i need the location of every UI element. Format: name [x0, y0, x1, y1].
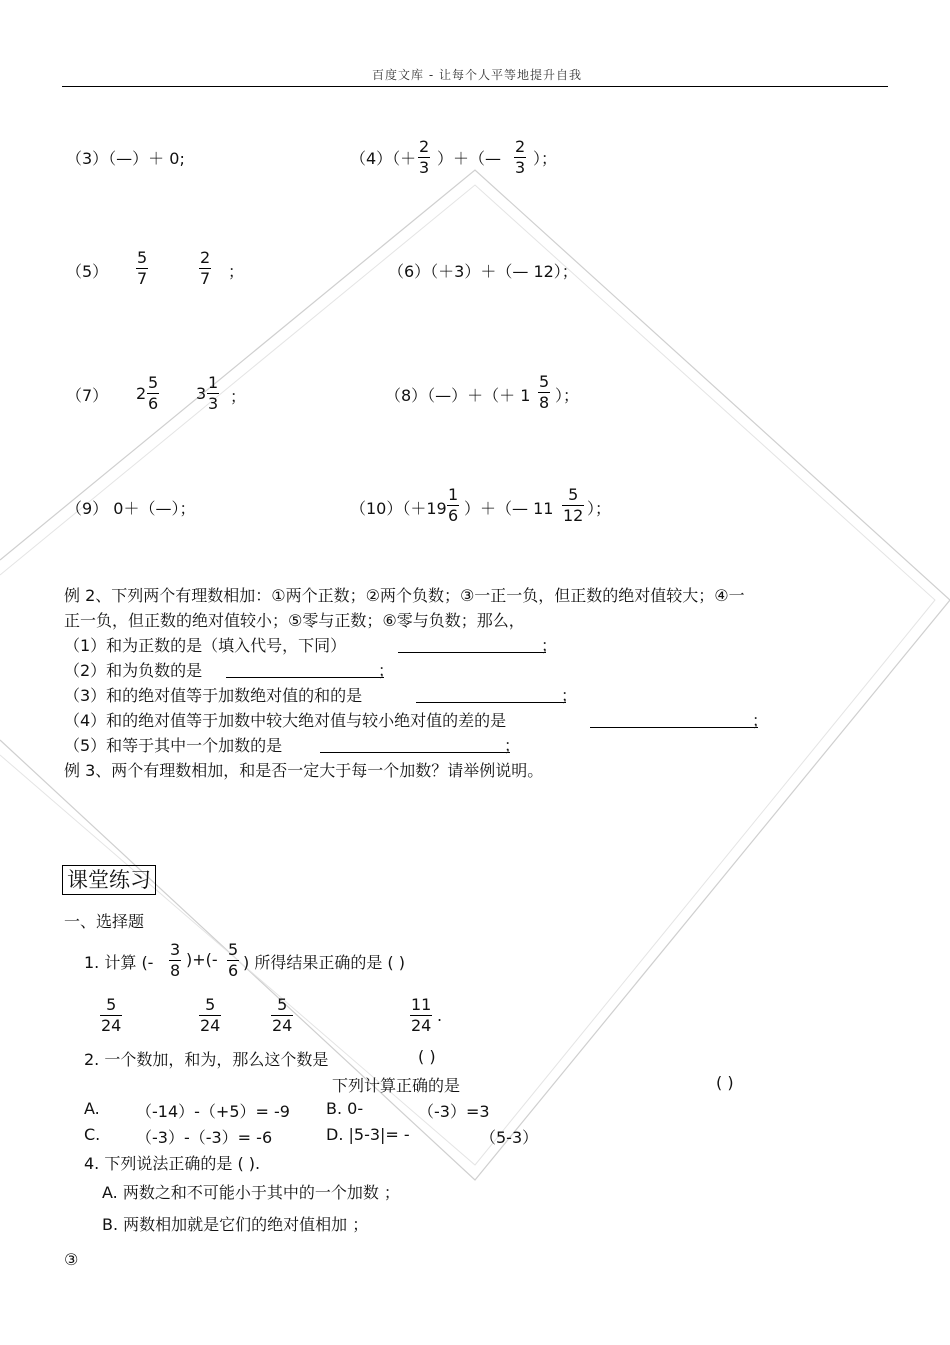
circled-three-mark: ③ — [64, 1250, 79, 1269]
practice-q2-paren: ( ) — [418, 1047, 436, 1066]
fraction-two-thirds: $\frac{2}{3}$ — [419, 137, 430, 177]
fraction-one-third: $\frac{1}{3}$ — [208, 373, 219, 413]
practice-title-box: 课堂练习 — [62, 865, 156, 895]
option-fraction-c: $\frac{5}{24}$ — [272, 995, 293, 1035]
option-c-text: （-3）-（-3）= -6 — [136, 1128, 273, 1147]
fraction-three-eighths: $\frac{3}{8}$ — [170, 940, 181, 980]
problem-8-b: ）； — [555, 386, 580, 405]
option-fraction-a: $\frac{5}{24}$ — [101, 995, 122, 1035]
example-2-semi-2: ； — [378, 661, 395, 680]
page-header: 百度文库 - 让每个人平等地提升自我 — [372, 68, 582, 82]
fraction-two-thirds-neg: $\frac{2}{3}$ — [515, 137, 526, 177]
fraction-five-sevenths: $\frac{5}{7}$ — [137, 248, 148, 288]
practice-q4-option-b: B. 两数相加就是它们的绝对值相加 ； — [102, 1215, 369, 1234]
option-a-text: （-14）-（+5）= -9 — [136, 1102, 290, 1121]
example-2-semi-5: ； — [504, 736, 521, 755]
problem-10-b: ）＋（— 11 — [464, 499, 554, 518]
practice-q4-option-a: A. 两数之和不可能小于其中的一个加数 ； — [102, 1183, 400, 1202]
practice-q1-b: )+(- — [186, 950, 218, 969]
practice-q1-a: 1. 计算 (- — [84, 953, 154, 972]
example-2-question-1: （1）和为正数的是（填入代号，下同） — [64, 636, 347, 655]
option-fraction-b: $\frac{5}{24}$ — [200, 995, 221, 1035]
example-2-semi-4: ； — [752, 711, 769, 730]
problem-7-whole-b: 3 — [196, 384, 207, 403]
header-rule — [62, 86, 888, 87]
problem-4-c: ）； — [533, 149, 558, 168]
option-period: . — [437, 1006, 443, 1025]
fraction-five-sixths-q1: $\frac{5}{6}$ — [228, 940, 239, 980]
problem-7-whole-a: 2 — [136, 384, 147, 403]
example-2-question-3: （3）和的绝对值等于加数绝对值的和的是 — [64, 686, 363, 705]
answer-blank-4[interactable] — [590, 727, 758, 728]
example-2-semi-1: ； — [541, 636, 558, 655]
problem-6: （6）（＋3）＋（— 12）； — [388, 262, 578, 281]
example-2-question-4: （4）和的绝对值等于加数中较大绝对值与较小绝对值的差的是 — [64, 711, 507, 730]
practice-q2: 2. 一个数加，和为，那么这个数是 — [84, 1050, 329, 1069]
option-b-label: B. 0- — [326, 1099, 364, 1118]
fraction-five-sixths: $\frac{5}{6}$ — [148, 373, 159, 413]
answer-blank-3[interactable] — [416, 702, 566, 703]
fraction-five-twelfths: $\frac{5}{12}$ — [563, 485, 584, 525]
option-c-label: C. — [84, 1125, 101, 1144]
problem-10-a: （10）（＋19 — [350, 499, 447, 518]
example-3: 例 3、两个有理数相加，和是否一定大于每一个加数？请举例说明。 — [64, 761, 544, 780]
problem-4-a: （4）（＋ — [350, 149, 417, 168]
example-2-line-1: 例 2、下列两个有理数相加：①两个正数；②两个负数；③一正一负，但正数的绝对值较大；④一 — [64, 586, 745, 605]
section-choice-questions: 一、选择题 — [64, 912, 145, 931]
fraction-two-sevenths: $\frac{2}{7}$ — [200, 248, 211, 288]
option-a-label: A. — [84, 1099, 100, 1118]
problem-8-a: （8）（—）＋（＋ 1 — [385, 386, 531, 405]
practice-q1-c: ) 所得结果正确的是 ( ) — [243, 953, 405, 972]
problem-5-label: （5） — [66, 262, 109, 281]
option-b-text: （-3）=3 — [418, 1102, 490, 1121]
practice-q3-paren: ( ) — [716, 1073, 734, 1092]
problem-9: （9） 0＋（—）； — [66, 499, 196, 518]
answer-blank-5[interactable] — [320, 752, 510, 753]
option-fraction-d: $\frac{11}{24}$ — [411, 995, 432, 1035]
problem-3: （3）（—）＋ 0; — [66, 149, 185, 168]
practice-q4: 4. 下列说法正确的是 ( ). — [84, 1154, 261, 1173]
example-2-semi-3: ； — [561, 686, 578, 705]
answer-blank-1[interactable] — [398, 652, 546, 653]
example-2-question-2: （2）和为负数的是 — [64, 661, 203, 680]
fraction-five-eighths: $\frac{5}{8}$ — [539, 372, 550, 412]
option-d-text: （5-3） — [480, 1128, 539, 1147]
problem-7-label: （7） — [66, 386, 109, 405]
problem-5-end: ； — [228, 262, 245, 281]
practice-q3-stem: 下列计算正确的是 — [332, 1076, 461, 1095]
problem-4-b: ）＋（— — [437, 149, 502, 168]
problem-7-end: ； — [230, 387, 247, 406]
example-2-question-5: （5）和等于其中一个加数的是 — [64, 736, 283, 755]
example-2-line-2: 正一负，但正数的绝对值较小；⑤零与正数；⑥零与负数；那么， — [64, 611, 525, 630]
option-d-label: D. |5-3|= - — [326, 1125, 410, 1144]
fraction-one-sixth: $\frac{1}{6}$ — [448, 485, 459, 525]
answer-blank-2[interactable] — [226, 677, 384, 678]
problem-10-c: ）； — [587, 499, 612, 518]
